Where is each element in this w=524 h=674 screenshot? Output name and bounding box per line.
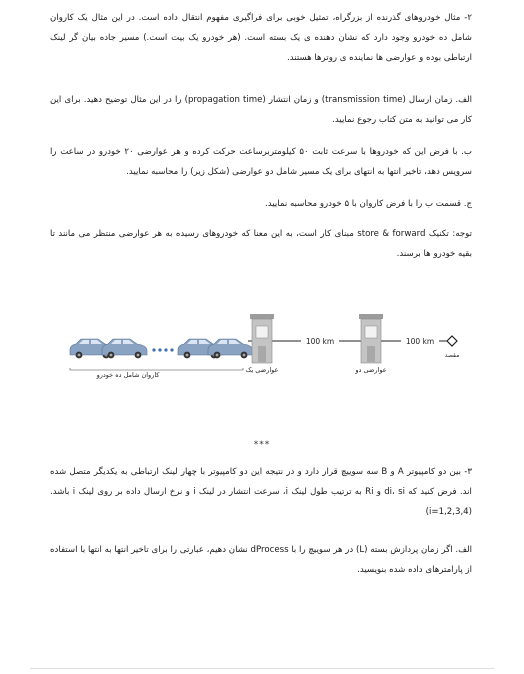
toll-2-label: عوارضی دو [355,366,387,374]
car-icon [102,339,147,358]
toll-booth-2-icon [359,314,383,363]
question-3-intro: ۳- بین دو کامپیوتر A و B سه سوییچ قرار دارد و در نتیجه این دو کامپیوتر با چهار لینک ارتباطی به یکدیگر متصل شده اند. فرض کنید که di، si و Ri به ترتیب طول لینک i، سرعت انتشار در لینک i و نرخ ارسال داده بر روی لینک i باشد. (i=1,2,3,4) [50,467,472,517]
question-2-part-b: ب. با فرض این که خودروها با سرعت ثابت ۵۰ کیلومتربرساعت حرکت کرده و هر عوارضی ۲۰ خودرو در ساعت را سرویس دهد، تاخیر انتها به انتهای برای یک مسیر شامل دو عوارضی (شکل زیر) را محاسبه نمایید. [50,147,472,177]
toll-1-label: عوارضی یک [245,366,279,374]
toll-booth-1-icon [250,314,274,363]
distance-label-2: 100 km [405,337,435,346]
question-3-part-a: الف. اگر زمان پردازش بسته (L) در هر سوییچ را با dProcess نشان دهیم، عبارتی را برای تاخیر انتها به انتها با استفاده از پارامترهای داده شده بنویسید. [50,545,473,575]
distance-label-1: 100 km [305,337,335,346]
ellipsis-dots [152,348,173,351]
question-2-intro: ۲- مثال خودروهای گذرنده از بزرگراه، تمثیل خوبی برای فراگیری مفهوم انتقال داده است. در این مثال یک کاروان شامل ده خودرو وجود دارد که نشان دهنده ی یک بسته است. (هر خودرو یک بیت است.) مسیر جاده بیان گر لینک ارتباطی بوده و عوارضی ها نماینده ی روترها هستند. [50,13,472,63]
car-icon [208,339,253,358]
destination-label: مقصد [444,352,460,359]
question-2-part-a: الف. زمان ارسال (transmission time) و زمان انتشار (propagation time) را در این مثال توضیح دهید. برای این کار می توانید به متن کتاب رجوع نمایید. [50,95,473,125]
destination-icon [447,336,457,346]
question-2-part-c: ج. قسمت ب را با فرض کاروان با ۵ خودرو محاسبه نمایید. [265,199,472,209]
section-separator: *** [253,440,271,450]
caravan-label: کاروان شامل ده خودرو [96,371,160,379]
page-bottom-divider [30,668,494,669]
question-2-note: توجه: تکنیک store & forward مبنای کار است، به این معنا که خودروهای رسیده به هر عوارضی منتظر می مانند تا بقیه خودرو ها برسند. [50,229,472,259]
caravan-toll-figure [58,308,468,386]
